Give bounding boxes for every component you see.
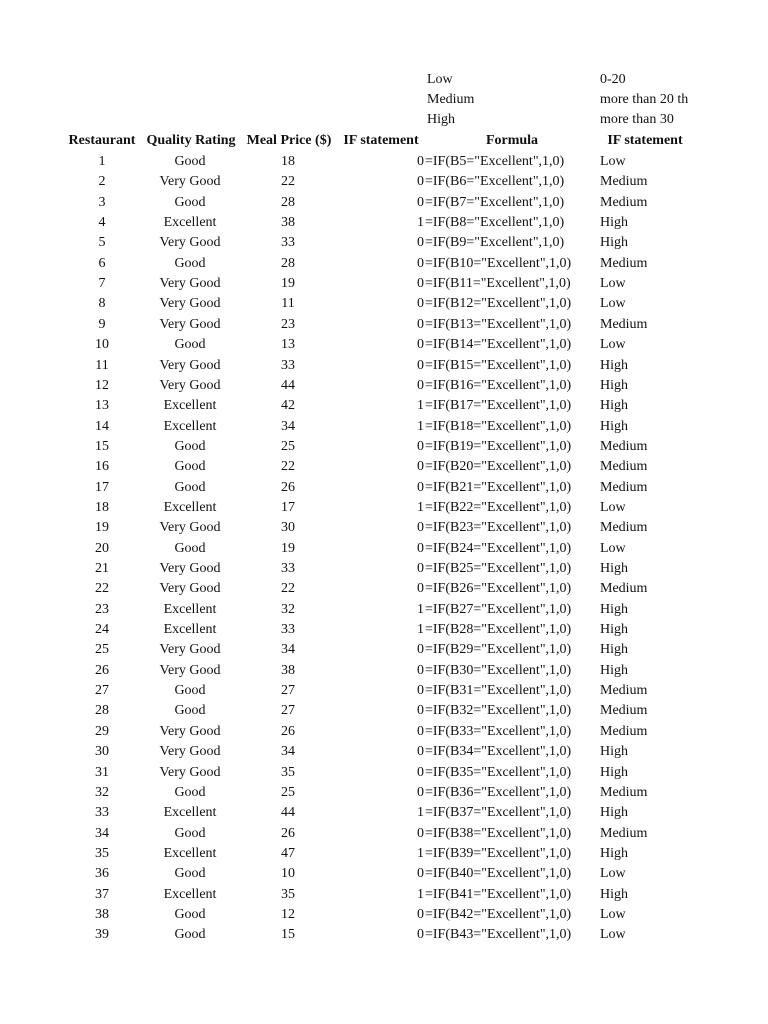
formula-cell: =IF(B21="Excellent",1,0) (425, 480, 572, 495)
meal-price-cell: 33 (281, 358, 295, 373)
if-result-cell: 0 (417, 235, 424, 250)
meal-price-cell: 47 (281, 846, 295, 861)
if-result-cell: 1 (417, 805, 424, 820)
if-result-cell: 1 (417, 215, 424, 230)
header-if-statement-category: IF statement (607, 133, 683, 148)
if-result-cell: 0 (417, 317, 424, 332)
quality-rating-cell: Very Good (159, 235, 221, 250)
if-result-cell: 0 (417, 195, 424, 210)
meal-price-cell: 35 (281, 887, 295, 902)
price-category-cell: Medium (600, 703, 648, 718)
if-result-cell: 0 (417, 907, 424, 922)
formula-cell: =IF(B32="Excellent",1,0) (425, 703, 572, 718)
formula-cell: =IF(B28="Excellent",1,0) (425, 622, 572, 637)
formula-cell: =IF(B31="Excellent",1,0) (425, 683, 572, 698)
formula-cell: =IF(B8="Excellent",1,0) (425, 215, 565, 230)
price-category-cell: Medium (600, 785, 648, 800)
restaurant-number-cell: 10 (95, 337, 109, 352)
meal-price-cell: 35 (281, 765, 295, 780)
legend-medium-range: more than 20 th (600, 92, 689, 107)
formula-cell: =IF(B42="Excellent",1,0) (425, 907, 572, 922)
if-result-cell: 0 (417, 378, 424, 393)
formula-cell: =IF(B7="Excellent",1,0) (425, 195, 565, 210)
restaurant-number-cell: 30 (95, 744, 109, 759)
formula-cell: =IF(B22="Excellent",1,0) (425, 500, 572, 515)
price-category-cell: Medium (600, 480, 648, 495)
quality-rating-cell: Good (174, 337, 206, 352)
meal-price-cell: 11 (281, 296, 295, 311)
price-category-cell: High (600, 846, 628, 861)
meal-price-cell: 28 (281, 195, 295, 210)
restaurant-number-cell: 3 (98, 195, 106, 210)
if-result-cell: 0 (417, 581, 424, 596)
quality-rating-cell: Very Good (159, 765, 221, 780)
if-result-cell: 0 (417, 296, 424, 311)
restaurant-number-cell: 25 (95, 642, 109, 657)
restaurant-number-cell: 28 (95, 703, 109, 718)
formula-cell: =IF(B15="Excellent",1,0) (425, 358, 572, 373)
meal-price-cell: 22 (281, 459, 295, 474)
quality-rating-cell: Good (174, 826, 206, 841)
formula-cell: =IF(B6="Excellent",1,0) (425, 174, 565, 189)
price-category-cell: High (600, 235, 628, 250)
meal-price-cell: 33 (281, 622, 295, 637)
restaurant-number-cell: 31 (95, 765, 109, 780)
price-category-cell: Medium (600, 520, 648, 535)
quality-rating-cell: Excellent (163, 622, 217, 637)
restaurant-number-cell: 26 (95, 663, 109, 678)
quality-rating-cell: Excellent (163, 419, 217, 434)
formula-cell: =IF(B16="Excellent",1,0) (425, 378, 572, 393)
formula-cell: =IF(B34="Excellent",1,0) (425, 744, 572, 759)
restaurant-number-cell: 23 (95, 602, 109, 617)
meal-price-cell: 26 (281, 724, 295, 739)
restaurant-number-cell: 11 (95, 358, 109, 373)
formula-cell: =IF(B38="Excellent",1,0) (425, 826, 572, 841)
quality-rating-cell: Good (174, 703, 206, 718)
formula-cell: =IF(B10="Excellent",1,0) (425, 256, 572, 271)
restaurant-number-cell: 18 (95, 500, 109, 515)
quality-rating-cell: Excellent (163, 805, 217, 820)
quality-rating-cell: Very Good (159, 174, 221, 189)
price-category-cell: Low (600, 907, 626, 922)
formula-cell: =IF(B29="Excellent",1,0) (425, 642, 572, 657)
quality-rating-cell: Very Good (159, 520, 221, 535)
meal-price-cell: 42 (281, 398, 295, 413)
restaurant-number-cell: 16 (95, 459, 109, 474)
formula-cell: =IF(B20="Excellent",1,0) (425, 459, 572, 474)
quality-rating-cell: Very Good (159, 296, 221, 311)
formula-cell: =IF(B13="Excellent",1,0) (425, 317, 572, 332)
price-category-cell: Medium (600, 317, 648, 332)
quality-rating-cell: Good (174, 866, 206, 881)
if-result-cell: 0 (417, 337, 424, 352)
formula-cell: =IF(B23="Excellent",1,0) (425, 520, 572, 535)
header-restaurant: Restaurant (68, 133, 136, 148)
meal-price-cell: 26 (281, 480, 295, 495)
restaurant-number-cell: 19 (95, 520, 109, 535)
meal-price-cell: 32 (281, 602, 295, 617)
quality-rating-cell: Very Good (159, 744, 221, 759)
price-category-cell: High (600, 622, 628, 637)
formula-cell: =IF(B18="Excellent",1,0) (425, 419, 572, 434)
if-result-cell: 0 (417, 765, 424, 780)
if-result-cell: 0 (417, 724, 424, 739)
price-category-cell: Low (600, 154, 626, 169)
meal-price-cell: 25 (281, 785, 295, 800)
restaurant-number-cell: 21 (95, 561, 109, 576)
price-category-cell: High (600, 602, 628, 617)
price-category-cell: Low (600, 296, 626, 311)
meal-price-cell: 12 (281, 907, 295, 922)
formula-cell: =IF(B26="Excellent",1,0) (425, 581, 572, 596)
if-result-cell: 0 (417, 927, 424, 942)
meal-price-cell: 44 (281, 805, 295, 820)
if-result-cell: 1 (417, 500, 424, 515)
price-category-cell: Low (600, 500, 626, 515)
meal-price-cell: 34 (281, 642, 295, 657)
meal-price-cell: 44 (281, 378, 295, 393)
formula-cell: =IF(B36="Excellent",1,0) (425, 785, 572, 800)
formula-cell: =IF(B43="Excellent",1,0) (425, 927, 572, 942)
price-category-cell: High (600, 561, 628, 576)
restaurant-number-cell: 29 (95, 724, 109, 739)
price-category-cell: High (600, 419, 628, 434)
quality-rating-cell: Good (174, 480, 206, 495)
if-result-cell: 0 (417, 642, 424, 657)
quality-rating-cell: Good (174, 683, 206, 698)
price-category-cell: High (600, 398, 628, 413)
if-result-cell: 1 (417, 887, 424, 902)
legend-high-range: more than 30 (600, 112, 674, 127)
if-result-cell: 0 (417, 541, 424, 556)
quality-rating-cell: Excellent (163, 602, 217, 617)
quality-rating-cell: Very Good (159, 561, 221, 576)
meal-price-cell: 25 (281, 439, 295, 454)
meal-price-cell: 19 (281, 541, 295, 556)
formula-cell: =IF(B41="Excellent",1,0) (425, 887, 572, 902)
formula-cell: =IF(B27="Excellent",1,0) (425, 602, 572, 617)
if-result-cell: 1 (417, 602, 424, 617)
legend-low-range: 0-20 (600, 72, 626, 87)
formula-cell: =IF(B39="Excellent",1,0) (425, 846, 572, 861)
price-category-cell: High (600, 805, 628, 820)
formula-cell: =IF(B40="Excellent",1,0) (425, 866, 572, 881)
quality-rating-cell: Excellent (163, 500, 217, 515)
price-category-cell: Low (600, 541, 626, 556)
restaurant-number-cell: 39 (95, 927, 109, 942)
price-category-cell: High (600, 642, 628, 657)
restaurant-number-cell: 22 (95, 581, 109, 596)
price-category-cell: High (600, 358, 628, 373)
meal-price-cell: 10 (281, 866, 295, 881)
legend-low-label: Low (427, 72, 453, 87)
quality-rating-cell: Very Good (159, 317, 221, 332)
quality-rating-cell: Very Good (159, 276, 221, 291)
restaurant-number-cell: 33 (95, 805, 109, 820)
if-result-cell: 0 (417, 744, 424, 759)
if-result-cell: 0 (417, 439, 424, 454)
if-result-cell: 1 (417, 419, 424, 434)
restaurant-number-cell: 24 (95, 622, 109, 637)
restaurant-number-cell: 34 (95, 826, 109, 841)
quality-rating-cell: Very Good (159, 724, 221, 739)
formula-cell: =IF(B30="Excellent",1,0) (425, 663, 572, 678)
meal-price-cell: 19 (281, 276, 295, 291)
restaurant-number-cell: 1 (98, 154, 106, 169)
meal-price-cell: 23 (281, 317, 295, 332)
meal-price-cell: 30 (281, 520, 295, 535)
if-result-cell: 0 (417, 561, 424, 576)
meal-price-cell: 34 (281, 744, 295, 759)
if-result-cell: 1 (417, 398, 424, 413)
price-category-cell: High (600, 887, 628, 902)
restaurant-number-cell: 35 (95, 846, 109, 861)
if-result-cell: 1 (417, 846, 424, 861)
price-category-cell: Medium (600, 683, 648, 698)
price-category-cell: Low (600, 276, 626, 291)
formula-cell: =IF(B25="Excellent",1,0) (425, 561, 572, 576)
price-category-cell: High (600, 215, 628, 230)
restaurant-number-cell: 6 (98, 256, 106, 271)
price-category-cell: Medium (600, 439, 648, 454)
restaurant-number-cell: 5 (98, 235, 106, 250)
meal-price-cell: 33 (281, 561, 295, 576)
quality-rating-cell: Excellent (163, 846, 217, 861)
quality-rating-cell: Good (174, 459, 206, 474)
meal-price-cell: 22 (281, 581, 295, 596)
header-quality-rating: Quality Rating (146, 133, 236, 148)
formula-cell: =IF(B12="Excellent",1,0) (425, 296, 572, 311)
meal-price-cell: 28 (281, 256, 295, 271)
legend-medium-label: Medium (427, 92, 475, 107)
restaurant-number-cell: 14 (95, 419, 109, 434)
header-meal-price: Meal Price ($) (246, 133, 332, 148)
meal-price-cell: 18 (281, 154, 295, 169)
price-category-cell: Low (600, 927, 626, 942)
restaurant-number-cell: 17 (95, 480, 109, 495)
if-result-cell: 0 (417, 703, 424, 718)
if-result-cell: 0 (417, 358, 424, 373)
quality-rating-cell: Excellent (163, 215, 217, 230)
quality-rating-cell: Very Good (159, 663, 221, 678)
restaurant-number-cell: 2 (98, 174, 106, 189)
quality-rating-cell: Good (174, 256, 206, 271)
restaurant-number-cell: 4 (98, 215, 106, 230)
quality-rating-cell: Good (174, 907, 206, 922)
formula-cell: =IF(B24="Excellent",1,0) (425, 541, 572, 556)
quality-rating-cell: Good (174, 785, 206, 800)
meal-price-cell: 17 (281, 500, 295, 515)
price-category-cell: High (600, 744, 628, 759)
price-category-cell: Medium (600, 256, 648, 271)
meal-price-cell: 33 (281, 235, 295, 250)
quality-rating-cell: Good (174, 541, 206, 556)
price-category-cell: High (600, 765, 628, 780)
formula-cell: =IF(B14="Excellent",1,0) (425, 337, 572, 352)
meal-price-cell: 38 (281, 215, 295, 230)
if-result-cell: 0 (417, 826, 424, 841)
restaurant-number-cell: 9 (98, 317, 106, 332)
quality-rating-cell: Very Good (159, 358, 221, 373)
formula-cell: =IF(B9="Excellent",1,0) (425, 235, 565, 250)
restaurant-number-cell: 37 (95, 887, 109, 902)
restaurant-number-cell: 38 (95, 907, 109, 922)
if-result-cell: 0 (417, 480, 424, 495)
meal-price-cell: 26 (281, 826, 295, 841)
restaurant-number-cell: 13 (95, 398, 109, 413)
restaurant-number-cell: 27 (95, 683, 109, 698)
if-result-cell: 1 (417, 622, 424, 637)
legend-high-label: High (427, 112, 455, 127)
restaurant-number-cell: 7 (98, 276, 106, 291)
price-category-cell: Medium (600, 724, 648, 739)
meal-price-cell: 27 (281, 683, 295, 698)
if-result-cell: 0 (417, 520, 424, 535)
if-result-cell: 0 (417, 785, 424, 800)
price-category-cell: Medium (600, 826, 648, 841)
price-category-cell: Medium (600, 195, 648, 210)
restaurant-number-cell: 32 (95, 785, 109, 800)
formula-cell: =IF(B35="Excellent",1,0) (425, 765, 572, 780)
quality-rating-cell: Very Good (159, 581, 221, 596)
quality-rating-cell: Good (174, 195, 206, 210)
quality-rating-cell: Good (174, 927, 206, 942)
formula-cell: =IF(B19="Excellent",1,0) (425, 439, 572, 454)
quality-rating-cell: Very Good (159, 378, 221, 393)
restaurant-number-cell: 8 (98, 296, 106, 311)
quality-rating-cell: Good (174, 439, 206, 454)
if-result-cell: 0 (417, 154, 424, 169)
restaurant-number-cell: 12 (95, 378, 109, 393)
price-category-cell: High (600, 663, 628, 678)
if-result-cell: 0 (417, 256, 424, 271)
price-category-cell: Medium (600, 581, 648, 596)
price-category-cell: Medium (600, 459, 648, 474)
quality-rating-cell: Excellent (163, 887, 217, 902)
header-if-statement: IF statement (343, 133, 419, 148)
header-formula: Formula (485, 133, 539, 148)
quality-rating-cell: Good (174, 154, 206, 169)
price-category-cell: High (600, 378, 628, 393)
formula-cell: =IF(B17="Excellent",1,0) (425, 398, 572, 413)
price-category-cell: Low (600, 866, 626, 881)
restaurant-number-cell: 20 (95, 541, 109, 556)
meal-price-cell: 38 (281, 663, 295, 678)
if-result-cell: 0 (417, 459, 424, 474)
if-result-cell: 0 (417, 663, 424, 678)
restaurant-number-cell: 15 (95, 439, 109, 454)
if-result-cell: 0 (417, 174, 424, 189)
quality-rating-cell: Excellent (163, 398, 217, 413)
meal-price-cell: 27 (281, 703, 295, 718)
meal-price-cell: 13 (281, 337, 295, 352)
price-category-cell: Medium (600, 174, 648, 189)
if-result-cell: 0 (417, 866, 424, 881)
restaurant-number-cell: 36 (95, 866, 109, 881)
if-result-cell: 0 (417, 683, 424, 698)
formula-cell: =IF(B11="Excellent",1,0) (425, 276, 571, 291)
meal-price-cell: 34 (281, 419, 295, 434)
price-category-cell: Low (600, 337, 626, 352)
formula-cell: =IF(B37="Excellent",1,0) (425, 805, 572, 820)
if-result-cell: 0 (417, 276, 424, 291)
meal-price-cell: 15 (281, 927, 295, 942)
meal-price-cell: 22 (281, 174, 295, 189)
quality-rating-cell: Very Good (159, 642, 221, 657)
formula-cell: =IF(B5="Excellent",1,0) (425, 154, 565, 169)
formula-cell: =IF(B33="Excellent",1,0) (425, 724, 572, 739)
